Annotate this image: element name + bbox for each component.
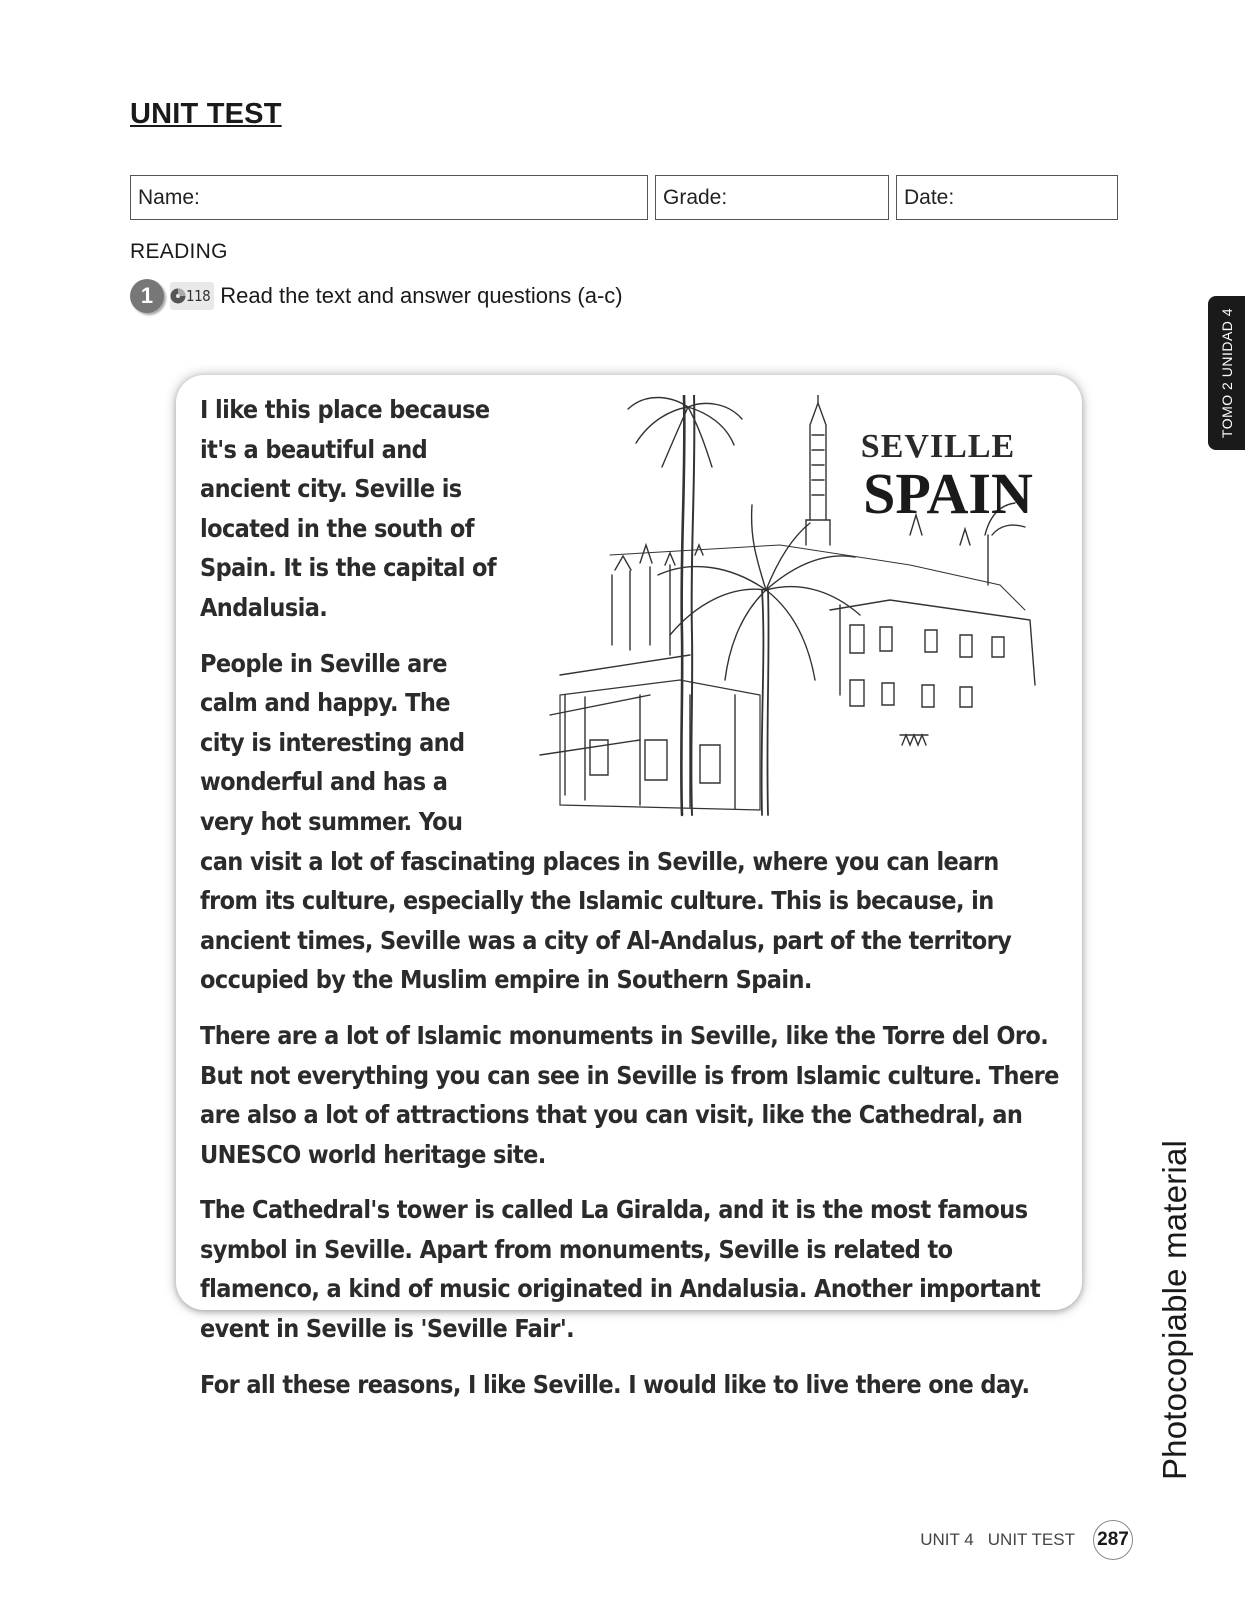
instruction-text: Read the text and answer questions (a-c) (220, 283, 623, 308)
audio-track (170, 282, 214, 310)
date-label: Date: (904, 186, 955, 209)
exercise-instruction (130, 278, 623, 314)
name-field[interactable] (130, 175, 648, 220)
illustration-caption-city: SEVILLE (860, 428, 1016, 465)
audio-track-number: 118 (186, 287, 211, 305)
page-footer (920, 1520, 1133, 1560)
audio-cd-icon (170, 288, 186, 304)
side-tab (1208, 296, 1245, 450)
photocopiable-label: Photocopiable material (1156, 1139, 1193, 1481)
reading-paragraph: People in Seville are calm and happy. The city is interesting and wonderful and has a very hot summer. You can visit a lot of fascinating places in Seville, where you can learn from its culture, especially the Islamic culture. This is because, in ancient times, Seville was a city of Al-Andalus, part of the territory occupied by the Muslim empire in Southern Spain. (200, 648, 1012, 995)
page-number: 287 (1093, 1520, 1133, 1560)
reading-paragraph: For all these reasons, I like Seville. I would like to live there one day. (200, 1369, 1030, 1399)
illustration-caption-country: SPAIN (863, 461, 1033, 526)
seville-sketch-illustration (530, 395, 1060, 835)
grade-label: Grade: (663, 186, 728, 209)
side-tab-label: TOMO 2 UNIDAD 4 (1218, 307, 1235, 439)
page-title: UNIT TEST (130, 98, 282, 130)
reading-paragraph: I like this place because it's a beautiful and ancient city. Seville is located in the south of Spain. It is the capital of Andalusia. (200, 395, 497, 622)
reading-paragraph: The Cathedral's tower is called La Giralda, and it is the most famous symbol in Seville. Apart from monuments, Seville is related to flamenco, a kind of music originated in Andalusia. Another important event in Seville is 'Seville Fair'. (200, 1195, 1041, 1344)
name-label: Name: (138, 186, 200, 209)
footer-section: UNIT TEST (987, 1530, 1075, 1549)
exercise-number-badge: 1 (130, 279, 164, 313)
date-field[interactable] (896, 175, 1118, 220)
reading-paragraph: There are a lot of Islamic monuments in Seville, like the Torre del Oro. But not everything you can see in Seville is from Islamic culture. There are also a lot of attractions that you can visit, like the Cathedral, an UNESCO world heritage site. (200, 1020, 1059, 1169)
grade-field[interactable] (655, 175, 889, 220)
section-label: READING (130, 240, 228, 263)
footer-unit: UNIT 4 (920, 1530, 974, 1549)
